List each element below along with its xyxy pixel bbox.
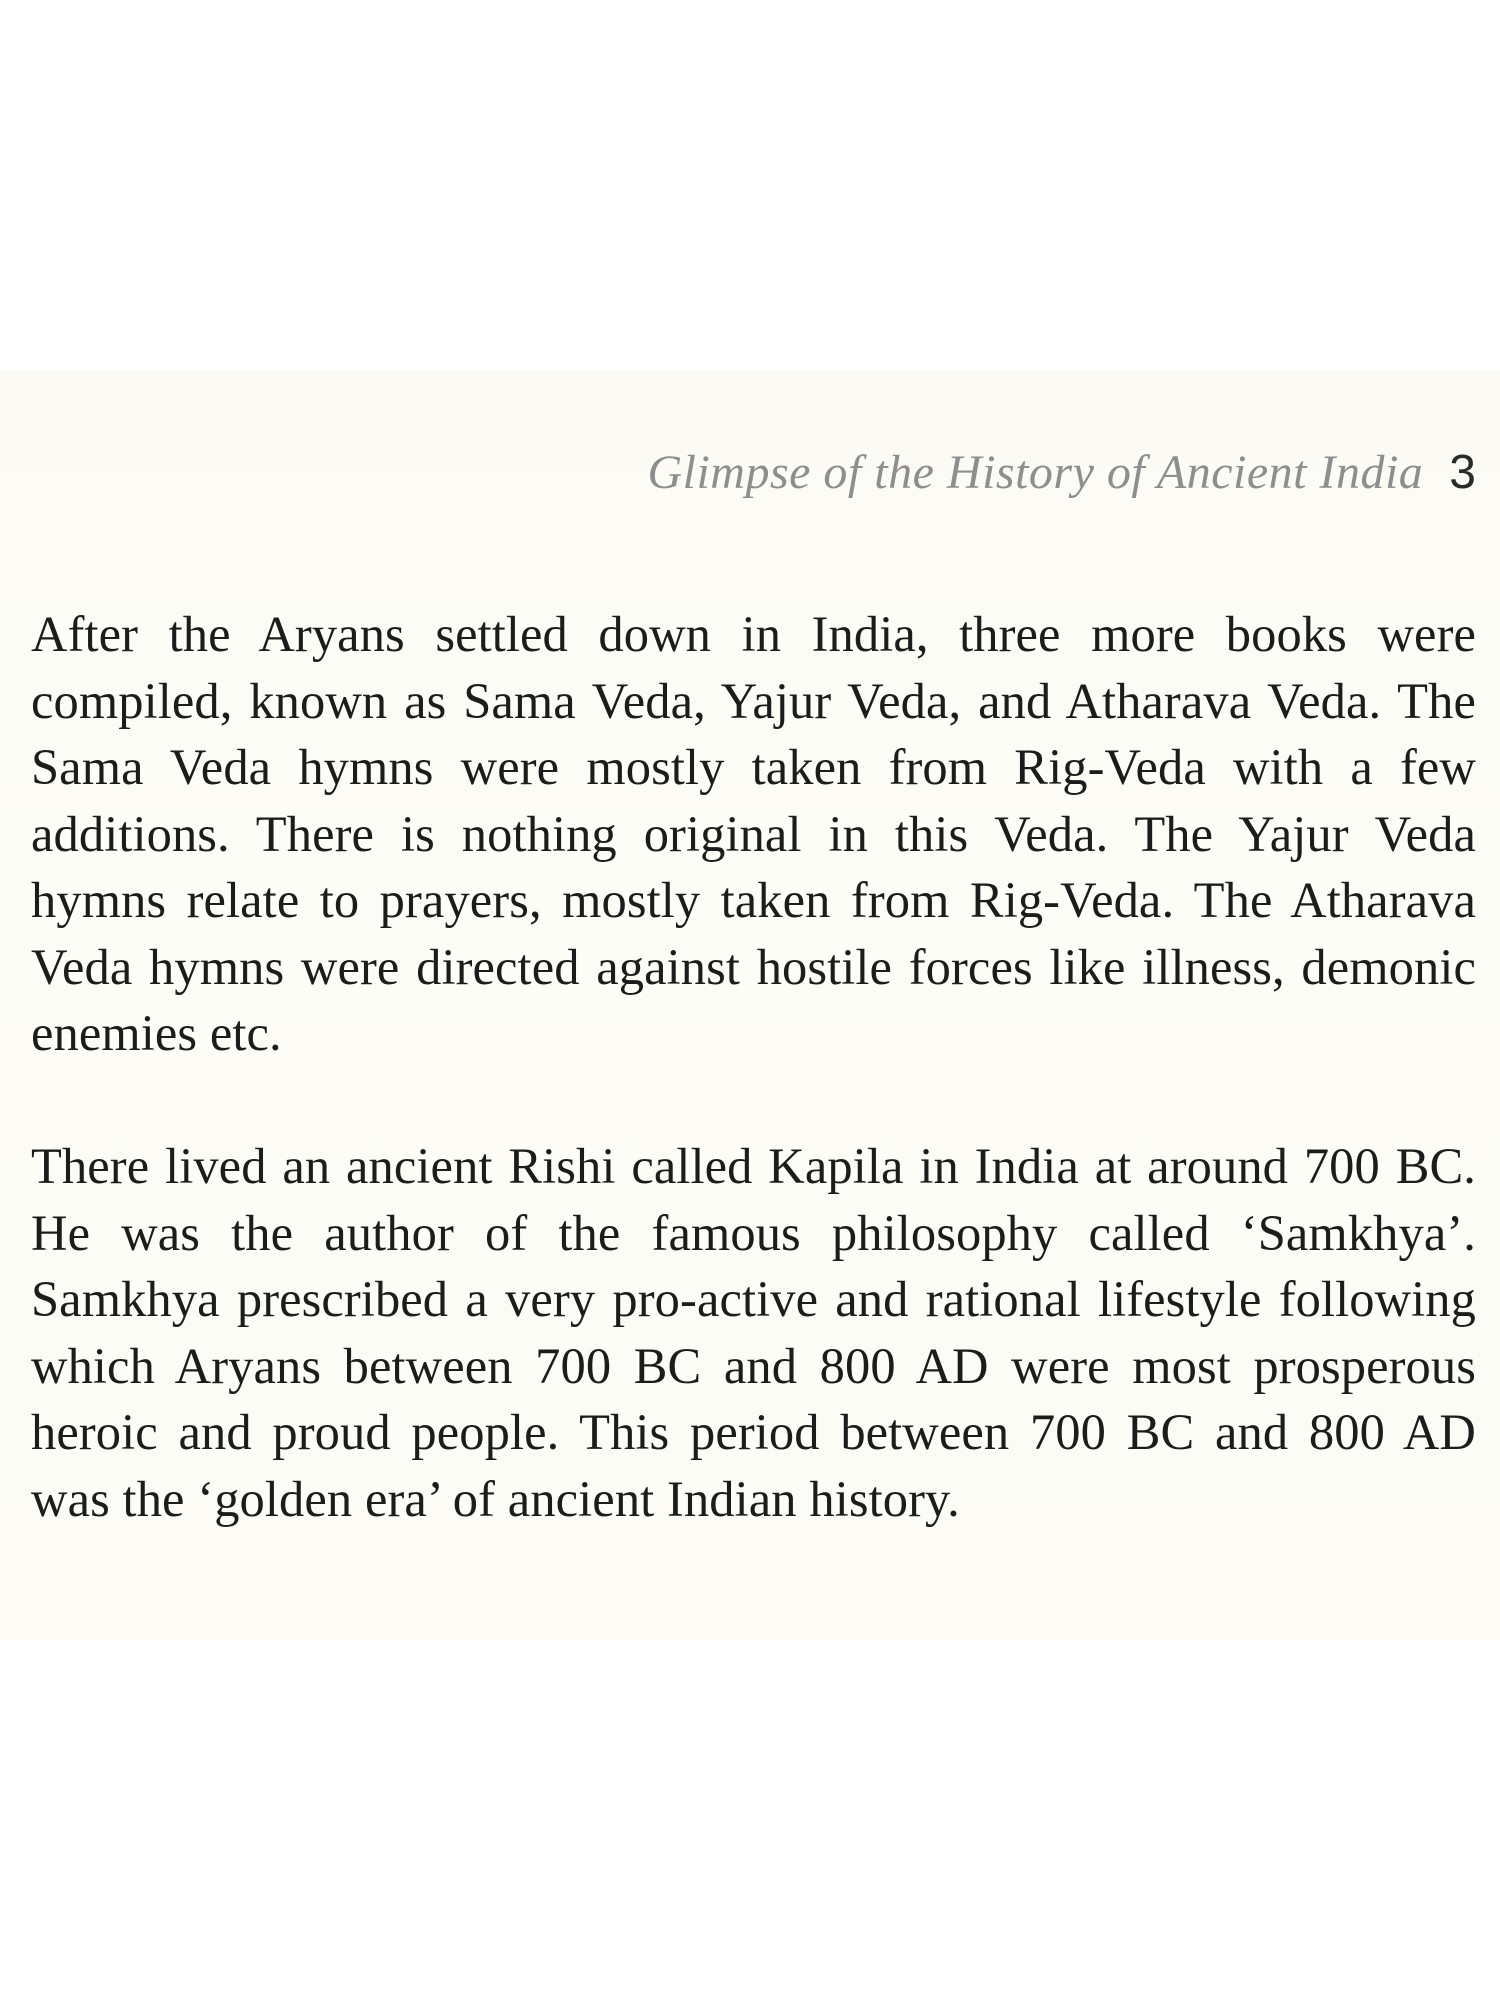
body-paragraph: There lived an ancient Rishi called Kapila in India at around 700 BC. He was the author of the famous philosophy called ‘Samkhya’. Samkhya prescribed a very pro-active and rational lifestyle following which Aryans between 700 BC and 800 AD were most prosperous heroic and proud people. This period between 700 BC and 800 AD was the ‘golden era’ of ancient Indian history. [31, 1138, 1476, 1527]
running-header [647, 445, 1476, 500]
running-title: Glimpse of the History of Ancient India [647, 446, 1424, 499]
page-number: 3 [1449, 446, 1476, 499]
body-paragraph: After the Aryans settled down in India, three more books were compiled, known as Sama Veda, Yajur Veda, and Atharava Veda. The Sama Veda hymns were mostly taken from Rig-Veda with a few additions. There is nothing original in this Veda. The Yajur Veda hymns relate to prayers, mostly taken from Rig-Veda. The Atharava Veda hymns were directed against hostile forces like illness, demonic enemies etc. [31, 606, 1476, 1061]
